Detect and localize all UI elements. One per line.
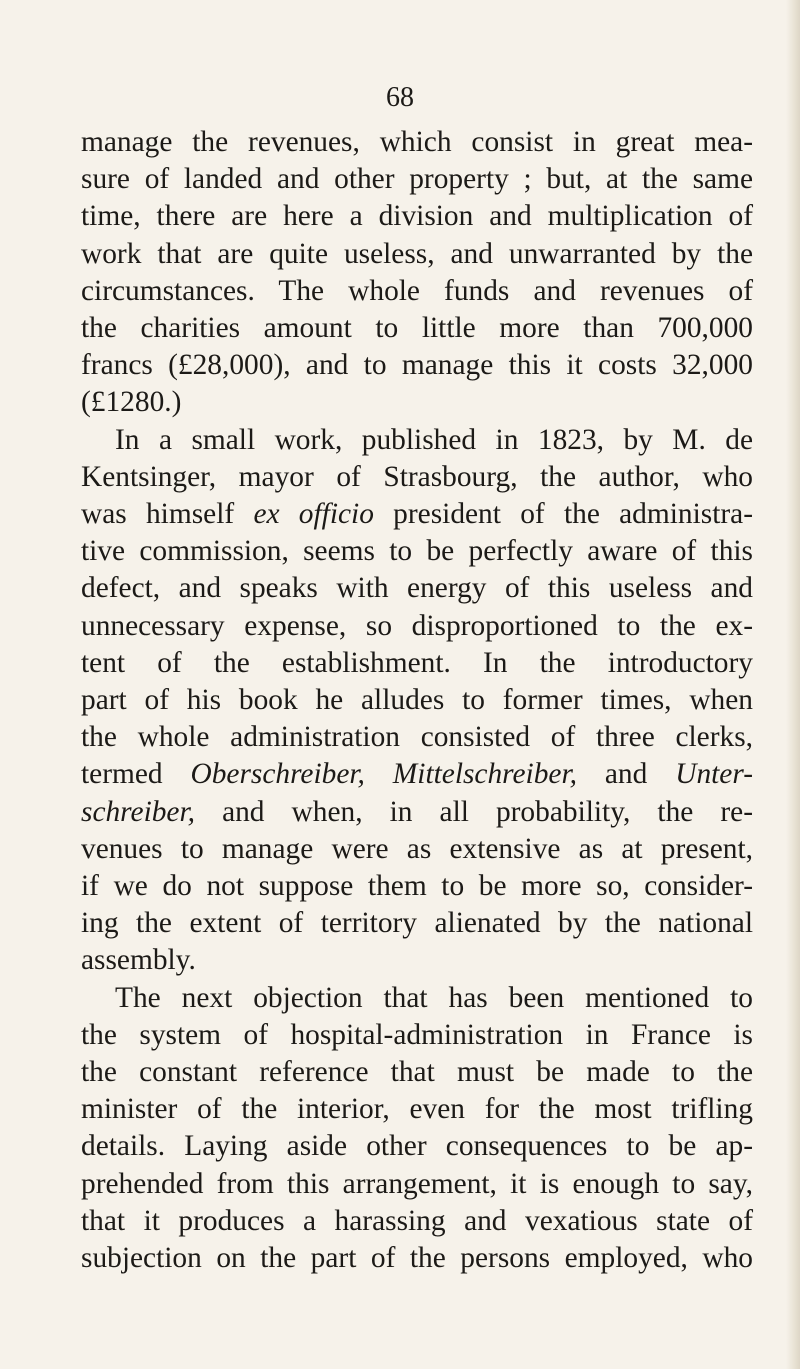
text-line: if we do not suppose them to be more so, consider- — [81, 870, 753, 903]
text-line: tive commission, seems to be perfectly aware of this — [81, 535, 753, 568]
text-run: was himself — [81, 498, 254, 531]
text-line: the charities amount to little more than 700,000 — [81, 312, 753, 345]
text-line: that it produces a harassing and vexatious state of — [81, 1204, 753, 1237]
text-line: tent of the establishment. In the introductory — [81, 646, 753, 679]
text-line: circumstances. The whole funds and revenues of — [81, 274, 753, 307]
italic-term: Unter- — [675, 758, 753, 791]
text-line: part of his book he alludes to former times, when — [81, 684, 753, 717]
paragraph-start-line: In a small work, published in 1823, by M. de — [115, 423, 753, 456]
text-line: the whole administration consisted of three clerks, — [81, 721, 753, 754]
paragraph-start-line: The next objection that has been mentioned to — [115, 981, 753, 1014]
text-line: work that are quite useless, and unwarranted by the — [81, 237, 753, 270]
text-line: Kentsinger, mayor of Strasbourg, the author, who — [81, 460, 753, 493]
italic-phrase: ex officio — [253, 498, 374, 531]
text-line: time, there are here a division and multiplication of — [81, 200, 753, 233]
text-line: defect, and speaks with energy of this useless and — [81, 572, 753, 605]
text-line: minister of the interior, even for the most trifling — [81, 1093, 753, 1126]
text-line: the constant reference that must be made to the — [81, 1056, 753, 1089]
text-line: unnecessary expense, so disproportioned to the ex- — [81, 609, 753, 642]
page-edge-shadow — [786, 0, 800, 1369]
text-run — [365, 758, 393, 790]
text-line: details. Laying aside other consequences to be ap- — [81, 1130, 753, 1163]
text-line: ing the extent of territory alienated by the national — [81, 907, 753, 940]
text-line — [81, 756, 753, 793]
italic-term: schreiber, — [81, 795, 196, 828]
text-line: (£1280.) — [81, 386, 182, 419]
text-run: and when, in all probability, the re- — [195, 795, 753, 828]
text-run: and — [577, 758, 676, 791]
page-number: 68 — [386, 82, 414, 113]
text-line: prehended from this arrangement, it is enough to say, — [81, 1167, 753, 1200]
text-line: venues to manage were as extensive as at present, — [81, 832, 753, 865]
text-line — [81, 496, 753, 533]
text-run: termed — [81, 758, 191, 791]
text-line: francs (£28,000), and to manage this it costs 32,000 — [81, 349, 753, 382]
italic-term: Mittelschreiber, — [392, 758, 577, 791]
text-line: assembly. — [81, 944, 196, 977]
text-line: the system of hospital-administration in France is — [81, 1018, 753, 1051]
text-line — [81, 794, 753, 831]
text-line: manage the revenues, which consist in great mea- — [81, 126, 753, 158]
text-line: subjection on the part of the persons employed, who — [81, 1242, 753, 1275]
text-line: sure of landed and other property ; but, at the same — [81, 163, 753, 196]
italic-term: Oberschreiber, — [190, 758, 365, 791]
body-text — [81, 124, 753, 1277]
text-run: president of the administra- — [373, 498, 753, 531]
